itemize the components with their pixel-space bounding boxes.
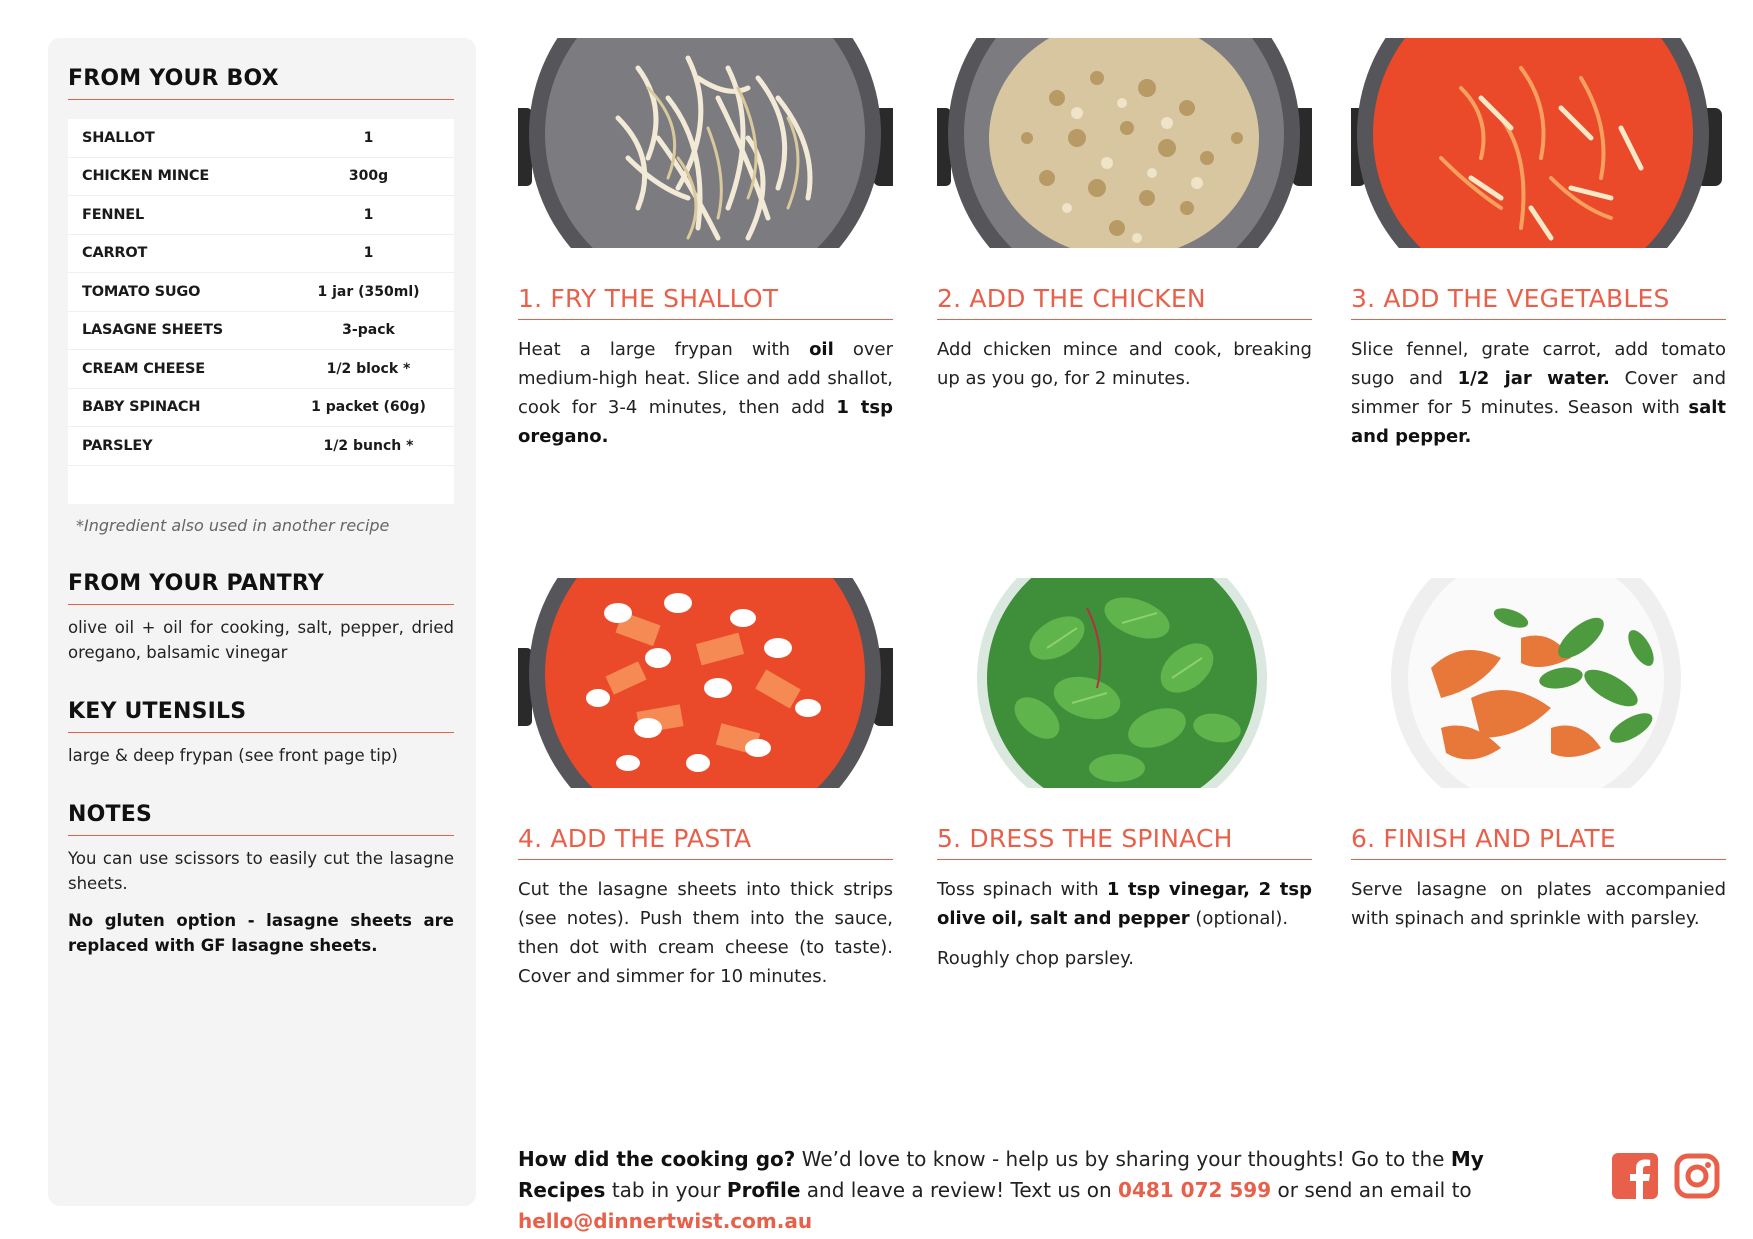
ingredient-name: SHALLOT — [82, 129, 155, 146]
pantry-text: olive oil + oil for cooking, salt, pepper, dried oregano, balsamic vinegar — [68, 618, 454, 662]
step-4-text: Cut the lasagne sheets into thick strips (see notes). Push them into the sauce, then dot with cream cheese (to taste). Cover and simmer for 10 minutes. — [518, 879, 893, 987]
step-1-photo — [518, 38, 893, 248]
ingredient-qty: 1/2 block * — [326, 360, 411, 377]
step-6-title: 6. FINISH AND PLATE — [1351, 824, 1726, 860]
step-6 — [1351, 578, 1726, 933]
step-1-text: Heat a large frypan with oil over medium-high heat. Slice and add shallot, cook for 3-4 minutes, then add 1 tsp oregano. — [518, 339, 893, 447]
sidebar-panel — [48, 38, 476, 1206]
footer-text: or send an email to — [1271, 1178, 1472, 1202]
ingredient-row — [68, 312, 454, 351]
email-link[interactable]: hello@dinnertwist.com.au — [518, 1209, 813, 1233]
ingredient-name: CREAM CHEESE — [82, 360, 205, 377]
step-3-title: 3. ADD THE VEGETABLES — [1351, 284, 1726, 320]
footer-text: tab in your — [605, 1178, 727, 1202]
footer-text: and leave a review! Text us on — [800, 1178, 1119, 1202]
step-6-text: Serve lasagne on plates accompanied with spinach and sprinkle with parsley. — [1351, 879, 1726, 929]
facebook-icon[interactable] — [1612, 1153, 1658, 1199]
notes-text: You can use scissors to easily cut the lasagne sheets. — [68, 849, 454, 893]
step-1 — [518, 38, 893, 451]
ingredients-table — [68, 119, 454, 504]
ingredient-qty: 1 packet (60g) — [311, 399, 426, 416]
pantry-heading: FROM YOUR PANTRY — [68, 571, 454, 605]
ingredient-row — [68, 273, 454, 312]
utensils-heading: KEY UTENSILS — [68, 699, 454, 733]
ingredient-footnote: *Ingredient also used in another recipe — [76, 516, 390, 535]
profile-label: Profile — [726, 1178, 801, 1202]
ingredient-qty: 1/2 bunch * — [323, 437, 414, 454]
notes-gluten-text: No gluten option - lasagne sheets are replaced with GF lasagne sheets. — [68, 911, 454, 955]
step-5-text-parsley: Roughly chop parsley. — [937, 948, 1134, 969]
ingredient-name: CARROT — [82, 245, 148, 262]
step-3-photo — [1351, 38, 1726, 248]
ingredient-qty: 300g — [348, 168, 389, 185]
step-2-text: Add chicken mince and cook, breaking up as you go, for 2 minutes. — [937, 339, 1312, 389]
phone-link[interactable]: 0481 072 599 — [1118, 1178, 1272, 1202]
step-2-title: 2. ADD THE CHICKEN — [937, 284, 1312, 320]
step-6-photo — [1351, 578, 1726, 788]
ingredient-name: TOMATO SUGO — [82, 283, 201, 300]
ingredient-name: LASAGNE SHEETS — [82, 322, 224, 339]
ingredient-name: CHICKEN MINCE — [82, 168, 210, 185]
footer-text: We’d love to know - help us by sharing your thoughts! Go to the — [795, 1147, 1451, 1171]
ingredient-row — [68, 389, 454, 428]
notes-section — [68, 802, 454, 958]
step-4-title: 4. ADD THE PASTA — [518, 824, 893, 860]
step-2-photo — [937, 38, 1312, 248]
ingredient-row — [68, 119, 454, 158]
utensils-text: large & deep frypan (see front page tip) — [68, 746, 398, 765]
ingredient-row — [68, 427, 454, 466]
utensils-section — [68, 699, 454, 768]
ingredient-name: PARSLEY — [82, 437, 153, 454]
step-4 — [518, 578, 893, 991]
ingredient-row — [68, 235, 454, 274]
my-recipes-label: My Recipes — [518, 1147, 1484, 1202]
ingredient-name: FENNEL — [82, 206, 145, 223]
ingredient-row — [68, 350, 454, 389]
pantry-section — [68, 571, 454, 665]
ingredient-row — [68, 196, 454, 235]
box-heading: FROM YOUR BOX — [68, 66, 454, 100]
step-2 — [937, 38, 1312, 393]
feedback-footer — [518, 1144, 1578, 1237]
step-5-title: 5. DRESS THE SPINACH — [937, 824, 1312, 860]
ingredient-qty: 1 — [363, 245, 374, 262]
feedback-question: How did the cooking go? — [518, 1147, 796, 1171]
ingredient-qty: 1 jar (350ml) — [317, 283, 420, 300]
ingredient-name: BABY SPINACH — [82, 399, 201, 416]
step-3-text: Slice fennel, grate carrot, add tomato sugo and 1/2 jar water. Cover and simmer for 5 minutes. Season with salt and pepper. — [1351, 339, 1726, 447]
step-4-photo — [518, 578, 893, 788]
ingredient-qty: 1 — [363, 206, 374, 223]
step-1-title: 1. FRY THE SHALLOT — [518, 284, 893, 320]
instagram-icon[interactable] — [1674, 1153, 1720, 1199]
step-5 — [937, 578, 1312, 973]
step-5-photo — [937, 578, 1312, 788]
step-3 — [1351, 38, 1726, 451]
ingredient-row — [68, 158, 454, 197]
notes-heading: NOTES — [68, 802, 454, 836]
step-5-text: Toss spinach with 1 tsp vinegar, 2 tsp olive oil, salt and pepper (optional). — [937, 879, 1312, 929]
ingredient-qty: 1 — [363, 129, 374, 146]
ingredient-qty: 3-pack — [342, 322, 395, 339]
